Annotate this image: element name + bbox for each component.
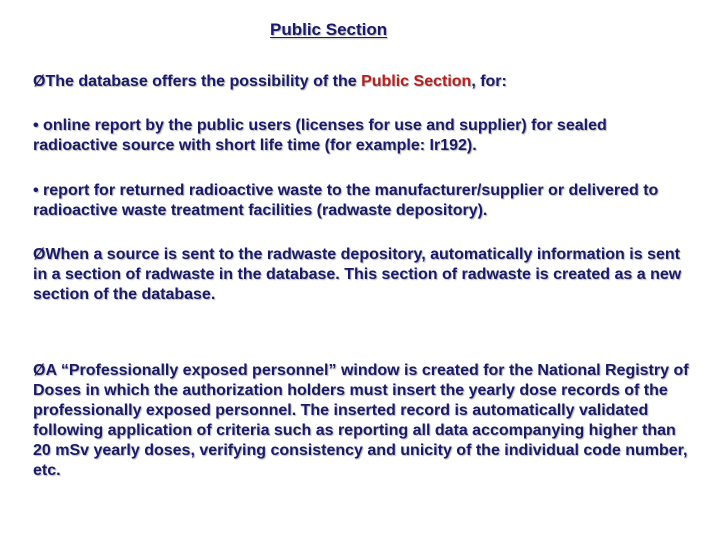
arrow-bullet-icon: Ø <box>33 73 46 90</box>
paragraph-public-section-intro <box>33 72 693 92</box>
paragraph-radwaste-depository <box>33 245 693 305</box>
paragraph-online-report <box>33 116 693 156</box>
paragraph-exposed-personnel <box>33 361 693 481</box>
intro-text-prefix: The database offers the possibility of the <box>45 73 362 90</box>
arrow-bullet-icon: Ø <box>33 362 46 379</box>
dot-bullet-icon: • <box>33 182 39 199</box>
arrow-bullet-icon: Ø <box>33 246 46 263</box>
returned-waste-text: report for returned radioactive waste to the manufacturer/supplier or delivered to radioactive waste treatment facilities (radwaste depository). <box>33 182 659 219</box>
exposed-personnel-text: A “Professionally exposed personnel” window is created for the National Registry of Doses in which the authorization holders must insert the yearly dose records of the professionally exposed personnel. The inserted record is automatically validated following application of criteria such as reporting all data accompanying higher than 20 mSv yearly doses, verifying consistency and unicity of the individual code number, etc. <box>33 362 689 479</box>
radwaste-text: When a source is sent to the radwaste depository, automatically information is sent in a section of radwaste in the database. This section of radwaste is created as a new section of the database. <box>33 246 682 303</box>
page-title: Public Section <box>270 20 388 39</box>
public-section-highlight: Public Section <box>361 73 472 90</box>
dot-bullet-icon: • <box>33 117 39 134</box>
paragraph-returned-waste <box>33 181 693 221</box>
online-report-text: online report by the public users (licenses for use and supplier) for sealed radioactive source with short life time (for example: Ir192). <box>33 117 607 154</box>
intro-text-suffix: , for: <box>471 73 507 90</box>
